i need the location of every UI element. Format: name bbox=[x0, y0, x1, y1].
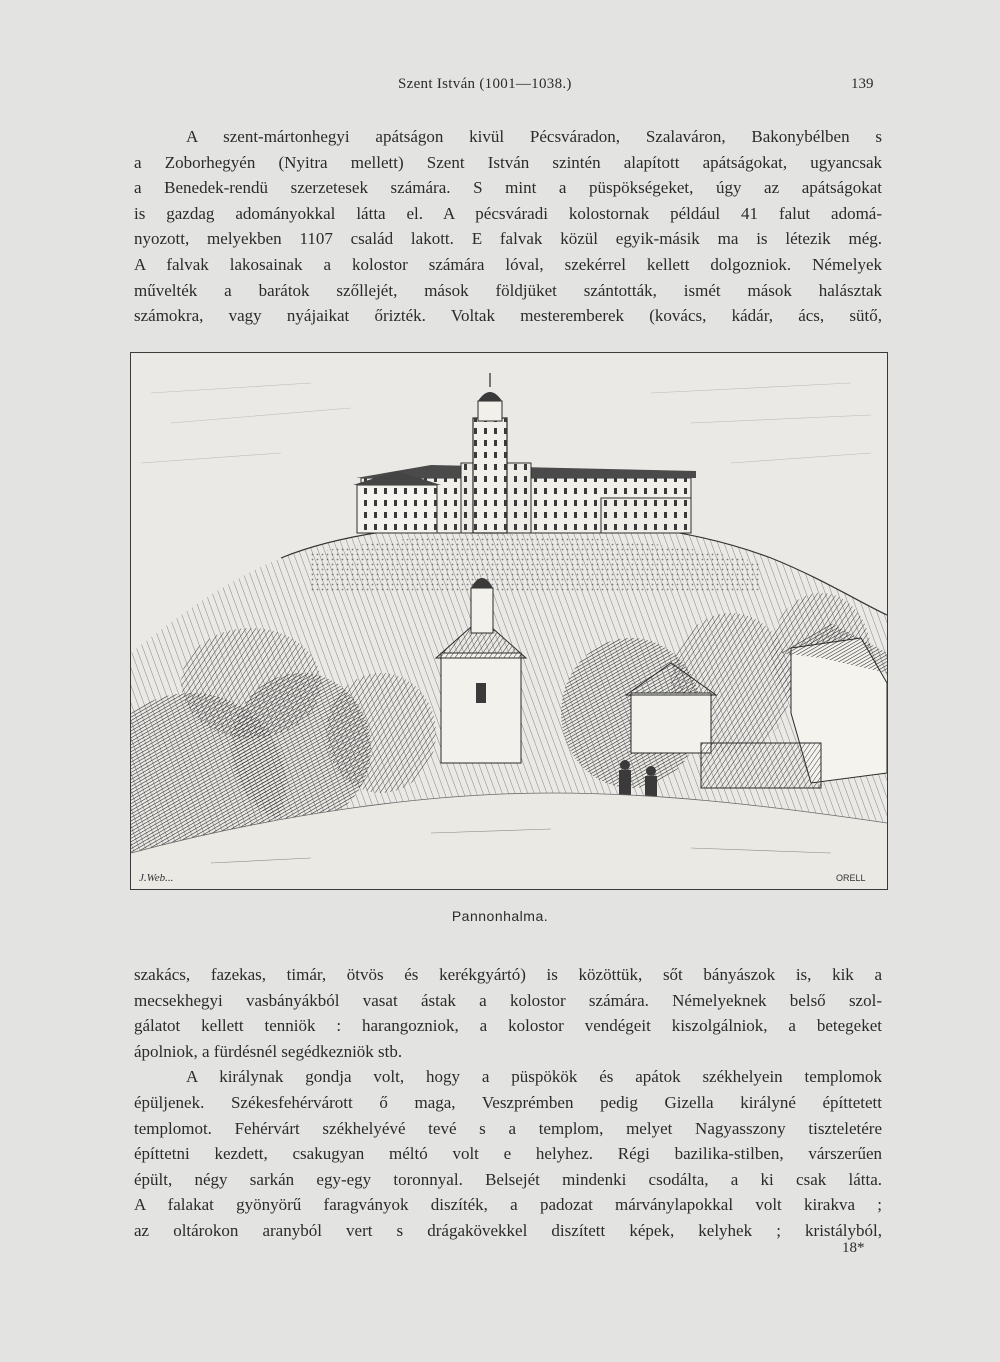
text-line: A királynak gondja volt, hogy a püspökök és apátok székhelyein templomok bbox=[186, 1067, 882, 1087]
text-line: művelték a barátok szőllejét, mások földjüket szántották, ismét mások halásztak bbox=[134, 280, 882, 300]
text-line: nyozott, melyekben 1107 család lakott. E falvak közül egyik-másik ma is létezik még. bbox=[134, 229, 882, 249]
paragraph bbox=[134, 124, 882, 329]
paragraph bbox=[134, 962, 882, 1064]
text-line: gálatot kellett tenniök : harangozniok, a kolostor vendégeit kiszolgálniok, a betegeket bbox=[134, 1016, 882, 1036]
text-line: épüljenek. Székesfehérvárott ő maga, Veszprémben pedig Gizella királyné építtetett bbox=[134, 1092, 882, 1112]
text-line: is gazdag adományokkal látta el. A pécsváradi kolostornak például 41 falut adomá- bbox=[134, 203, 882, 223]
signature-mark: 18* bbox=[842, 1240, 865, 1256]
figure-caption: Pannonhalma. bbox=[451, 908, 549, 924]
illustration-pannonhalma bbox=[130, 352, 888, 890]
body-text-bottom bbox=[134, 962, 882, 1244]
text-line: templomot. Fehérvárt székhelyévé tevé s a templom, melyet Nagyasszony tiszteletére bbox=[134, 1118, 882, 1138]
text-line: építtetni kezdett, csakugyan méltó volt e helyhez. Régi bazilika-stilben, várszerűen bbox=[134, 1144, 882, 1164]
text-line: szakács, fazekas, timár, ötvös és kerékgyártó) is közöttük, sőt bányászok is, kik a bbox=[134, 965, 882, 984]
text-line: A falakat gyönyörű faragványok diszíték, a padozat márványlapokkal volt kirakva ; bbox=[134, 1195, 882, 1215]
text-line: A szent-mártonhegyi apátságon kivül Pécsváradon, Szalaváron, Bakonybélben s bbox=[186, 127, 882, 146]
text-line: az oltárokon aranyból vert s drágakövekkel diszített képek, kelyhek ; kristályból, bbox=[134, 1220, 882, 1240]
engraver-mark: ORELL bbox=[836, 873, 866, 883]
text-line: a Benedek-rendü szerzetesek számára. S mint a püspökségeket, úgy az apátságokat bbox=[134, 178, 882, 198]
running-head bbox=[0, 76, 1000, 100]
running-title: Szent István (1001—1038.) bbox=[398, 76, 572, 92]
engraving-drawing bbox=[131, 353, 887, 889]
body-text-top bbox=[134, 124, 882, 329]
artist-mark: J.Web... bbox=[139, 872, 174, 884]
page-number: 139 bbox=[851, 76, 874, 92]
text-line: mecsekhegyi vasbányákból vasat ástak a kolostor számára. Némelyeknek belső szol- bbox=[134, 990, 882, 1010]
text-line: a Zoborhegyén (Nyitra mellett) Szent István szintén alapított apátságokat, ugyancsak bbox=[134, 152, 882, 172]
text-line: ápolniok, a fürdésnél segédkezniök stb. bbox=[134, 1041, 403, 1061]
text-line: A falvak lakosainak a kolostor számára lóval, szekérrel kellett dolgozniok. Némelyek bbox=[134, 254, 882, 274]
text-line: épült, négy sarkán egy-egy toronnyal. Belsejét mindenki csodálta, a ki csak látta. bbox=[134, 1169, 882, 1189]
text-line: számokra, vagy nyájaikat őrizték. Voltak mesteremberek (kovács, kádár, ács, sütő, bbox=[134, 306, 882, 326]
paragraph bbox=[134, 1064, 882, 1243]
